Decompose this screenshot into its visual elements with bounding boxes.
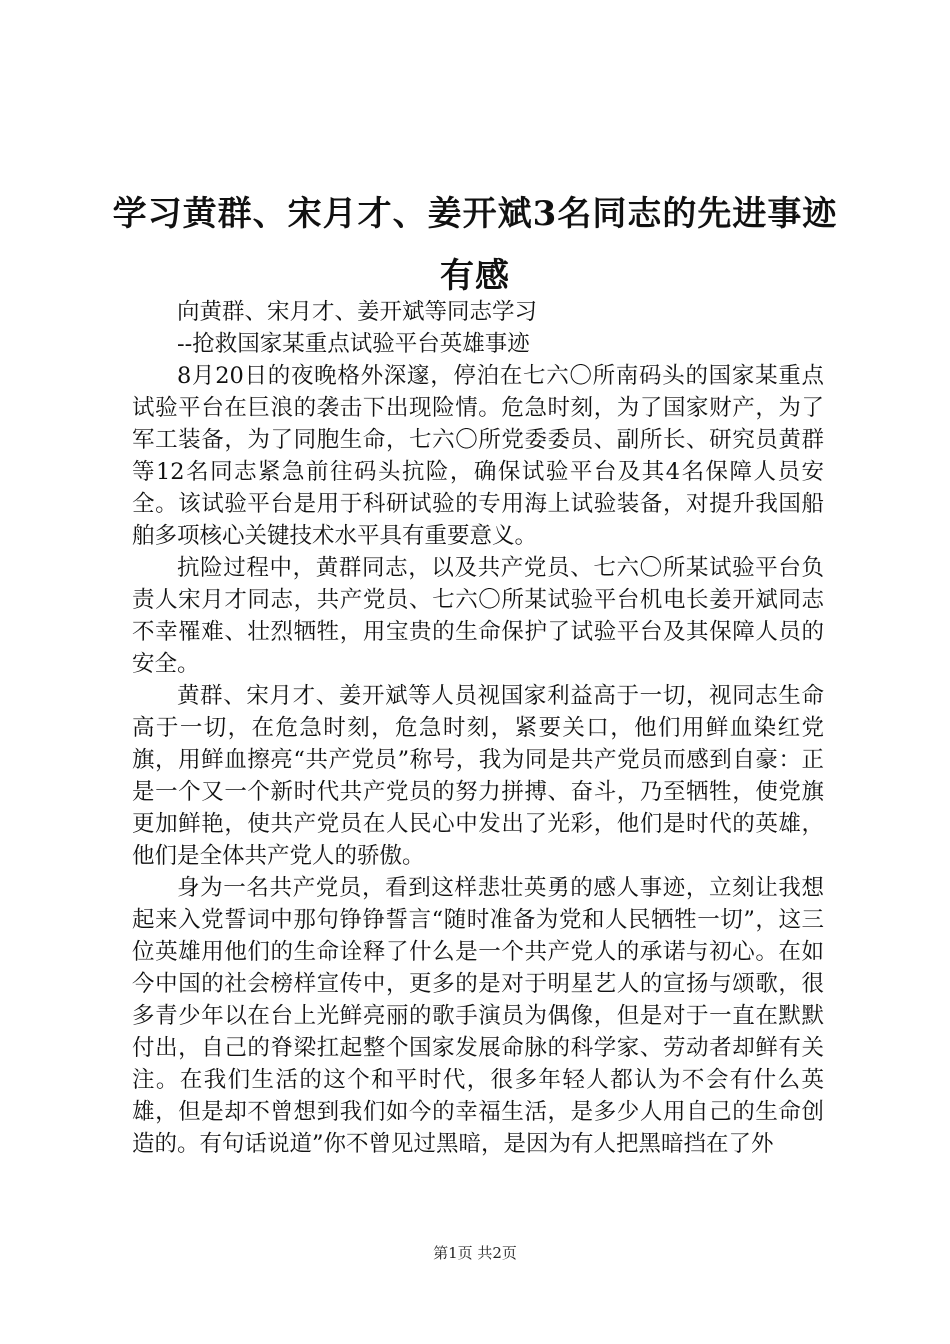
document-body xyxy=(132,296,824,1160)
subtitle-line: 向黄群、宋月才、姜开斌等同志学习 xyxy=(177,299,538,325)
body-paragraph: 抗险过程中，黄群同志，以及共产党员、七六〇所某试验平台负责人宋月才同志，共产党员、七六〇所某试验平台机电长姜开斌同志不幸罹难、壮烈牺牲，用宝贵的生命保护了试验平台及其保障人员的安全。 xyxy=(132,555,824,677)
subtitle-line: --抢救国家某重点试验平台英雄事迹 xyxy=(177,331,530,357)
page-number-footer: 第1页 共2页 xyxy=(433,1244,517,1262)
document-title: 学习黄群、宋月才、姜开斌3名同志的先进事迹有感 xyxy=(112,194,838,296)
body-paragraph: 8月20日的夜晚格外深邃，停泊在七六〇所南码头的国家某重点试验平台在巨浪的袭击下出现险情。危急时刻，为了国家财产，为了军工装备，为了同胞生命，七六〇所党委委员、副所长、研究员黄群等12名同志紧急前往码头抗险，确保试验平台及其4名保障人员安全。该试验平台是用于科研试验的专用海上试验装备，对提升我国船舶多项核心关键技术水平具有重要意义。 xyxy=(132,363,824,549)
body-paragraph: 黄群、宋月才、姜开斌等人员视国家利益高于一切，视同志生命高于一切，在危急时刻，危急时刻，紧要关口，他们用鲜血染红党旗，用鲜血擦亮“共产党员”称号，我为同是共产党员而感到自豪：正是一个又一个新时代共产党员的努力拼搏、奋斗，乃至牺牲，使党旗更加鲜艳，使共产党员在人民心中发出了光彩，他们是时代的英雄，他们是全体共产党人的骄傲。 xyxy=(132,683,824,869)
body-paragraph: 身为一名共产党员，看到这样悲壮英勇的感人事迹，立刻让我想起来入党誓词中那句铮铮誓言“随时准备为党和人民牺牲一切”，这三位英雄用他们的生命诠释了什么是一个共产党人的承诺与初心。在如今中国的社会榜样宣传中，更多的是对于明星艺人的宣扬与颂歌，很多青少年以在台上光鲜亮丽的歌手演员为偶像，但是对于一直在默默付出，自己的脊梁扛起整个国家发展命脉的科学家、劳动者却鲜有关注。在我们生活的这个和平时代，很多年轻人都认为不会有什么英雄，但是却不曾想到我们如今的幸福生活，是多少人用自己的生命创造的。有句话说道”你不曾见过黑暗，是因为有人把黑暗挡在了外 xyxy=(132,875,824,1157)
